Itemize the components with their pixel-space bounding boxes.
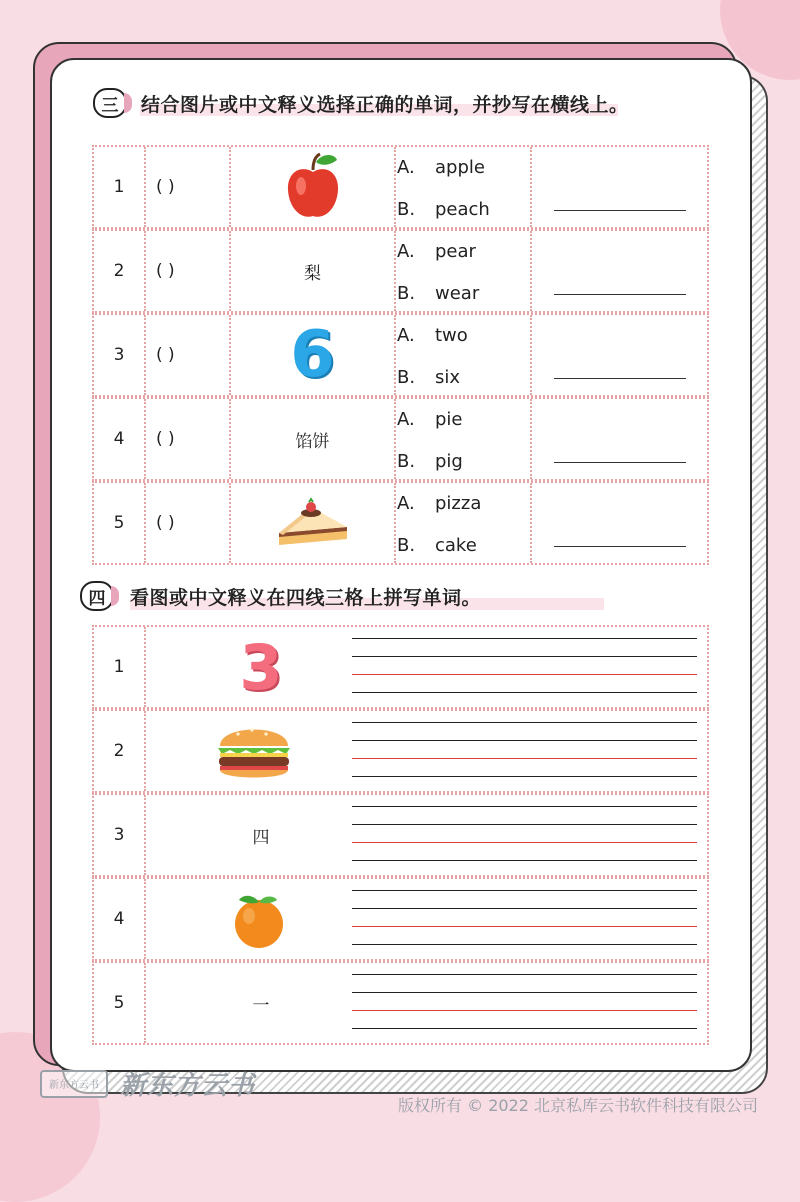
- answer-paren[interactable]: ( ): [156, 177, 175, 197]
- option-a[interactable]: A. two: [397, 325, 468, 346]
- s4-row-3: [92, 793, 709, 877]
- answer-line[interactable]: [554, 462, 686, 463]
- answer-paren[interactable]: ( ): [156, 429, 175, 449]
- chinese-cue: 馅饼: [295, 431, 330, 452]
- option-a[interactable]: A. apple: [397, 157, 485, 178]
- option-a[interactable]: A. pear: [397, 241, 476, 262]
- s3-row-5: [92, 481, 709, 565]
- answer-paren[interactable]: ( ): [156, 513, 175, 533]
- answer-paren[interactable]: ( ): [156, 345, 175, 365]
- brand-logo: [40, 1065, 255, 1102]
- answer-line[interactable]: [554, 294, 686, 295]
- s3-row-2: [92, 229, 709, 313]
- section4-title: 看图或中文释义在四线三格上拼写单词。: [130, 586, 482, 609]
- row-number: 1: [113, 177, 125, 197]
- row-number: 5: [113, 993, 125, 1013]
- logo-text: 新东方云书: [120, 1071, 256, 1101]
- orange-icon: [146, 879, 371, 959]
- s3-row-4: [92, 397, 709, 481]
- s3-row-3: [92, 313, 709, 397]
- apple-icon: [231, 147, 394, 227]
- row-number: 4: [113, 429, 125, 449]
- row-number: 3: [113, 825, 125, 845]
- answer-line[interactable]: [554, 210, 686, 211]
- row-number: 1: [113, 657, 125, 677]
- chinese-cue: 四: [252, 827, 270, 848]
- row-number: 2: [113, 741, 125, 761]
- option-b[interactable]: B. peach: [397, 199, 490, 220]
- four-line-grid[interactable]: [352, 722, 697, 778]
- section3-badge: 三: [93, 88, 127, 118]
- section3-title: 结合图片或中文释义选择正确的单词，并抄写在横线上。: [141, 93, 629, 116]
- hamburger-icon: [146, 711, 361, 791]
- row-number: 3: [113, 345, 125, 365]
- section4-badge: 四: [80, 581, 114, 611]
- cake-icon: [231, 483, 394, 563]
- chinese-cue: 梨: [304, 263, 321, 284]
- s3-row-1: [92, 145, 709, 229]
- option-a[interactable]: A. pie: [397, 409, 463, 430]
- option-b[interactable]: B. wear: [397, 283, 480, 304]
- four-line-grid[interactable]: [352, 890, 697, 946]
- answer-paren[interactable]: ( ): [156, 261, 175, 281]
- chinese-cue: 一: [252, 995, 270, 1016]
- row-number: 5: [113, 513, 125, 533]
- four-line-grid[interactable]: [352, 806, 697, 862]
- number-six-icon: 6: [290, 318, 335, 392]
- answer-line[interactable]: [554, 546, 686, 547]
- option-b[interactable]: B. six: [397, 367, 461, 388]
- s4-row-1: [92, 625, 709, 709]
- logo-book-icon: 新东方云书: [40, 1070, 108, 1098]
- four-line-grid[interactable]: [352, 974, 697, 1030]
- section3-heading: [93, 88, 629, 118]
- option-b[interactable]: B. pig: [397, 451, 463, 472]
- s4-row-4: [92, 877, 709, 961]
- option-a[interactable]: A. pizza: [397, 493, 482, 514]
- row-number: 4: [113, 909, 125, 929]
- four-line-grid[interactable]: [352, 638, 697, 694]
- s4-row-2: [92, 709, 709, 793]
- number-three-icon: 3: [239, 630, 283, 704]
- answer-line[interactable]: [554, 378, 686, 379]
- option-b[interactable]: B. cake: [397, 535, 477, 556]
- s4-row-5: [92, 961, 709, 1045]
- copyright-text: 版权所有 © 2022 北京私库云书软件科技有限公司: [398, 1096, 758, 1115]
- row-number: 2: [113, 261, 125, 281]
- section4-heading: [80, 581, 481, 611]
